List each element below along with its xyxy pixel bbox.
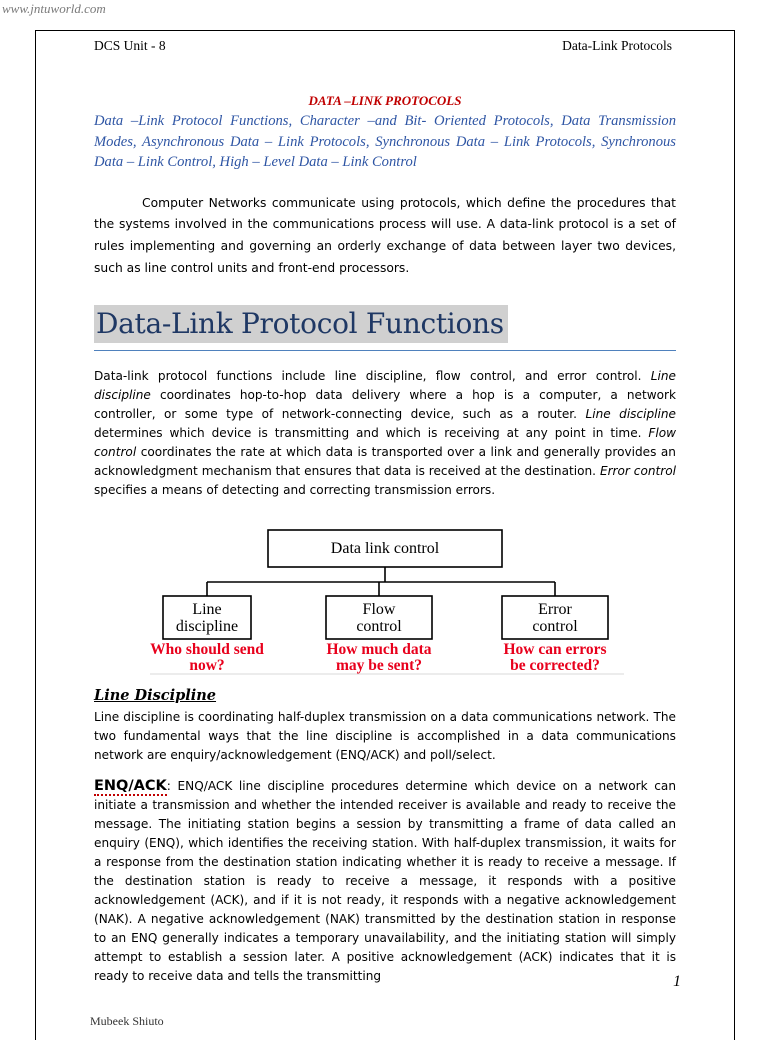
diagram-box-text: control — [532, 617, 578, 635]
data-link-control-diagram — [150, 527, 624, 675]
diagram-box-text: discipline — [175, 617, 239, 635]
enq-ack-label: ENQ/ACK — [94, 777, 167, 794]
document-title: DATA –LINK PROTOCOLS — [308, 93, 462, 108]
document-subtitle: Data –Link Protocol Functions, Character –and Bit- Oriented Protocols, Data Transmission Modes, Asynchronous Data – Link Protocols, Synchronous Data – Link Protocols, Synchronous Data – Link Control, High – Level Data – Link Control — [94, 113, 676, 170]
header-topic: Data-Link Protocols — [562, 38, 672, 53]
diagram-box-text: Flow — [362, 600, 396, 618]
intro-paragraph: Computer Networks communicate using protocols, which define the procedures that the systems involved in the communications process will use. A data-link protocol is a set of rules implementing and governing an orderly exchange of data between layer two devices, such as line control units and front-end processors. — [94, 195, 676, 275]
diagram-question: How can errors — [503, 640, 607, 658]
watermark: www.jntuworld.com — [2, 1, 106, 16]
heading-rule — [94, 350, 676, 351]
document-page — [35, 30, 735, 1040]
diagram-box-text: Error — [538, 600, 572, 618]
footer-author: Mubeek Shiuto — [90, 1014, 164, 1028]
diagram-box-text: Line — [192, 600, 222, 618]
page-number: 1 — [673, 973, 681, 990]
section-heading-functions: Data-Link Protocol Functions — [94, 305, 508, 343]
diagram-root-label: Data link control — [330, 539, 440, 557]
line-discipline-paragraph: Line discipline is coordinating half-duplex transmission on a data communications network. The two fundamental ways that the line discipline is accomplished in a data communications network are enquiry/acknowledgement (ENQ/ACK) and poll/select. — [94, 709, 676, 762]
diagram-question: now? — [189, 656, 225, 674]
functions-paragraph: Data-link protocol functions include line discipline, flow control, and error control. Line discipline coordinates hop-to-hop data delivery where a hop is a computer, a network controller, or some type of network-connecting device, such as a router. Line discipline determines which device is transmitting and which is receiving at any point in time. Flow control coordinates the rate at which data is transported over a link and generally provides an acknowledgment mechanism that ensures that data is received at the destination. Error control specifies a means of detecting and correcting transmission errors. — [94, 368, 676, 497]
diagram-question: Who should send — [150, 640, 264, 658]
diagram-question: be corrected? — [510, 656, 600, 674]
header-unit: DCS Unit - 8 — [94, 38, 166, 53]
enq-ack-paragraph: ENQ/ACK: ENQ/ACK line discipline procedures determine which device on a network can initiate a transmission and whether the intended receiver is available and ready to receive the message. The initiating station begins a session by transmitting a frame of data called an enquiry (ENQ), which identifies the receiving station. With half-duplex transmission, it waits for a response from the destination station indicating whether it is ready to receive a message. If the destination station is ready to receive a message, it responds with a positive acknowledgement (ACK), and if it is not ready, it responds with a negative acknowledgement (NAK). A negative acknowledgement (NAK) transmitted by the destination station in response to an ENQ generally indicates a temporary unavailability, and the initiating station will simply attempt to establish a session later. A positive acknowledgement (ACK) indicates that it is ready to receive data and tells the transmitting — [94, 777, 676, 983]
diagram-box-text: control — [356, 617, 402, 635]
page-content — [94, 93, 676, 986]
section-heading-line-discipline: Line Discipline — [94, 686, 217, 704]
diagram-question: How much data — [326, 640, 432, 658]
diagram-question: may be sent? — [335, 656, 423, 674]
